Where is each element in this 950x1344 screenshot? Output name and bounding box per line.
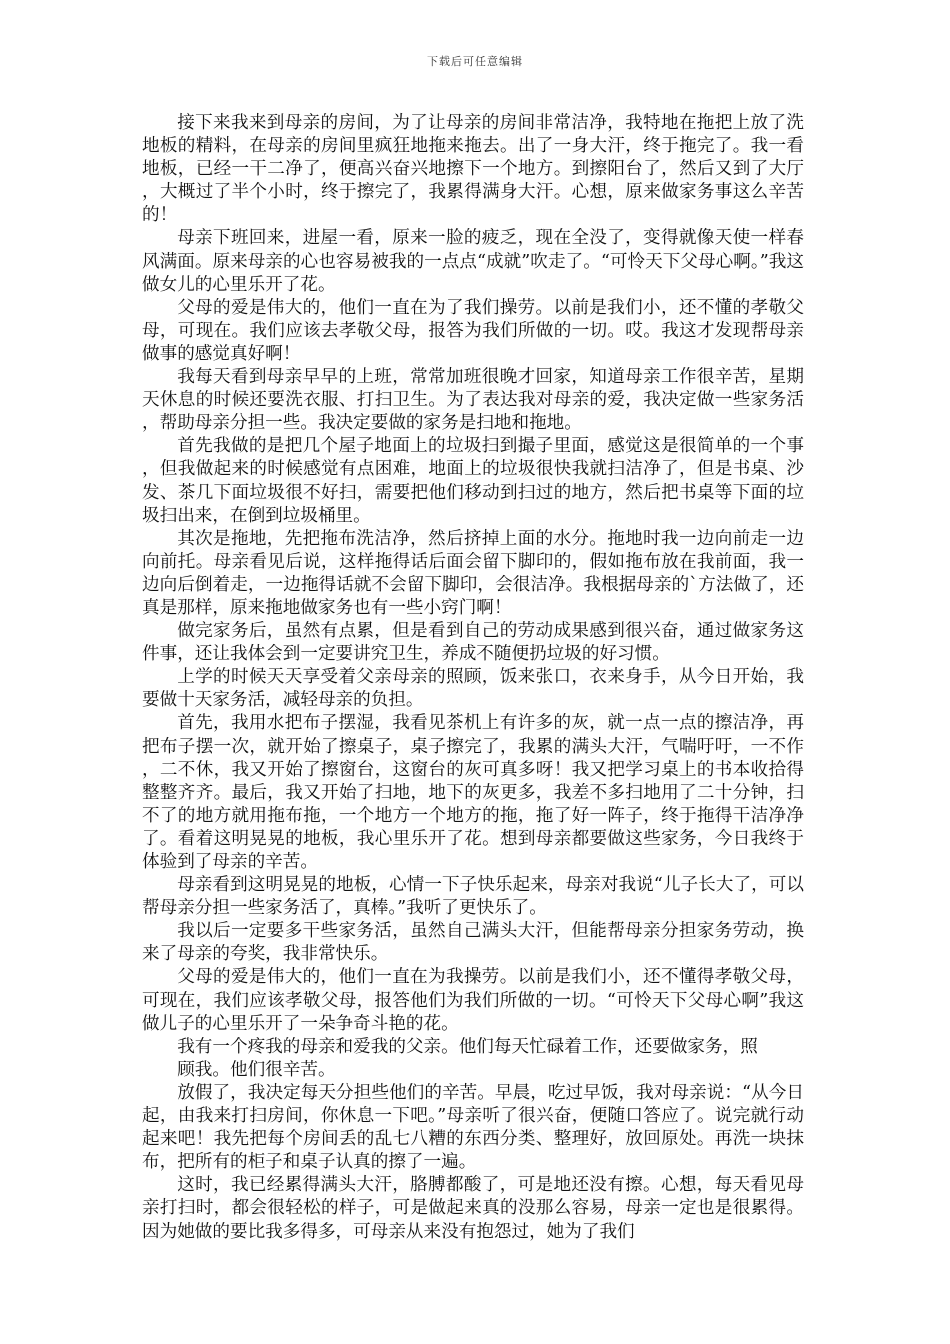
paragraph: 母亲看到这明晃晃的地板，心情一下子快乐起来，母亲对我说“儿子长大了，可以帮母亲分担一些家务活了，真棒。”我听了更快乐了。 [142, 875, 804, 919]
paragraph: 做完家务后，虽然有点累，但是看到自己的劳动成果感到很兴奋，通过做家务这件事，还让我体会到一定要讲究卫生，养成不随便扔垃圾的好习惯。 [142, 621, 804, 665]
paragraph: 我以后一定要多干些家务活，虽然自己满头大汗，但能帮母亲分担家务劳动，换来了母亲的夸奖，我非常快乐。 [142, 921, 804, 965]
paragraph: 母亲下班回来，进屋一看，原来一脸的疲乏，现在全没了，变得就像天使一样春风满面。原来母亲的心也容易被我的一点点“成就”吹走了。“可怜天下父母心啊。”我这做女儿的心里乐开了花。 [142, 228, 804, 295]
paragraph: 这时，我已经累得满头大汗，胳膊都酸了，可是地还没有擦。心想，每天看见母亲打扫时，都会很轻松的样子，可是做起来真的没那么容易，母亲一定也是很累得。因为她做的要比我多得多，可母亲从来没有抱怨过，她为了我们 [142, 1175, 804, 1242]
paragraph: 父母的爱是伟大的，他们一直在为我操劳。以前是我们小，还不懂得孝敬父母，可现在，我们应该孝敬父母，报答他们为我们所做的一切。“可怜天下父母心啊”我这做儿子的心里乐开了一朵争奇斗艳的花。 [142, 967, 804, 1034]
paragraph: 首先，我用水把布子摆湿，我看见茶机上有许多的灰，就一点一点的擦洁净，再把布子摆一次，就开始了擦桌子，桌子擦完了，我累的满头大汗，气喘吁吁，一不作，二不休，我又开始了擦窗台，这窗台的灰可真多呀！我又把学习桌上的书本收拾得整整齐齐。最后，我又开始了扫地，地下的灰更多，我差不多扫地用了二十分钟，扫不了的地方就用拖布拖，一个地方一个地方的拖，拖了好一阵子，终于拖得干洁净净了。看着这明晃晃的地板，我心里乐开了花。想到母亲都要做这些家务，今日我终于体验到了母亲的辛苦。 [142, 713, 804, 872]
paragraph: 顾我。他们很辛苦。 [177, 1059, 336, 1080]
page-header: 下载后可任意编辑 [427, 55, 523, 68]
paragraph: 接下来我来到母亲的房间，为了让母亲的房间非常洁净，我特地在拖把上放了洗地板的精料，在母亲的房间里疯狂地拖来拖去。出了一身大汗，终于拖完了。我一看地板，已经一干二净了，便高兴奋兴地擦下一个地方。到擦阳台了，然后又到了大厅，大概过了半个小时，终于擦完了，我累得满身大汗。心想，原来做家务事这么辛苦的！ [142, 113, 804, 226]
document-body [142, 112, 804, 1244]
paragraph: 上学的时候天天享受着父亲母亲的照顾，饭来张口，衣来身手，从今日开始，我要做十天家务活，减轻母亲的负担。 [142, 667, 804, 711]
paragraph: 父母的爱是伟大的，他们一直在为了我们操劳。以前是我们小，还不懂的孝敬父母，可现在。我们应该去孝敬父母，报答为我们所做的一切。哎。我这才发现帮母亲做事的感觉真好啊！ [142, 297, 804, 364]
paragraph: 我每天看到母亲早早的上班，常常加班很晚才回家，知道母亲工作很辛苦，星期天休息的时候还要洗衣服、打扫卫生。为了表达我对母亲的爱，我决定做一些家务活，帮助母亲分担一些。我决定要做的家务是扫地和拖地。 [142, 367, 804, 434]
paragraph: 首先我做的是把几个屋子地面上的垃圾扫到撮子里面，感觉这是很简单的一个事，但我做起来的时候感觉有点困难，地面上的垃圾很快我就扫洁净了，但是书桌、沙发、茶几下面垃圾很不好扫，需要把他们移动到扫过的地方，然后把书桌等下面的垃圾扫出来，在倒到垃圾桶里。 [142, 436, 804, 526]
paragraph: 其次是拖地，先把拖布洗洁净，然后挤掉上面的水分。拖地时我一边向前走一边向前托。母亲看见后说，这样拖得话后面会留下脚印的，假如拖布放在我前面，我一边向后倒着走，一边拖得话就不会留下脚印，会很洁净。我根据母亲的`方法做了，还真是那样，原来拖地做家务也有一些小窍门啊！ [142, 528, 804, 618]
paragraph: 我有一个疼我的母亲和爱我的父亲。他们每天忙碌着工作，还要做家务，照 [177, 1036, 758, 1057]
paragraph: 放假了，我决定每天分担些他们的辛苦。早晨，吃过早饭，我对母亲说：“从今日起，由我来打扫房间，你休息一下吧。”母亲听了很兴奋，便随口答应了。说完就行动起来吧！我先把每个房间丢的乱七八糟的东西分类、整理好，放回原处。再洗一块抹布，把所有的柜子和桌子认真的擦了一遍。 [142, 1082, 804, 1173]
